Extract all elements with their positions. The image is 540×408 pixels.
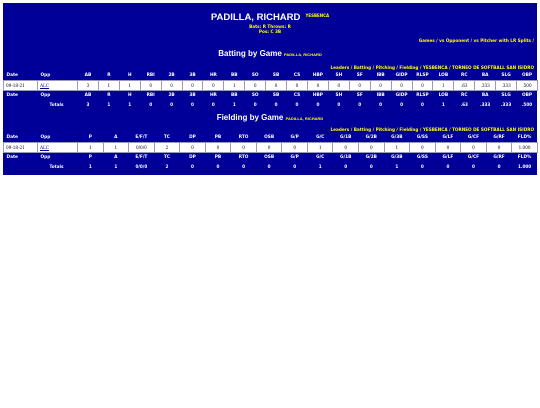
totals-cell: 0/0/0 xyxy=(129,162,155,171)
table-cell: 0 xyxy=(349,81,370,91)
column-header-rbi[interactable]: RBI xyxy=(146,73,155,78)
table-cell: 2 xyxy=(154,143,180,153)
table-cell: .500 xyxy=(517,81,538,91)
column-header-3b[interactable]: 3B xyxy=(189,93,196,98)
batting-title: Batting by Game xyxy=(218,49,282,58)
batting-subtitle: PADILLA, RICHARD xyxy=(284,52,322,57)
column-header-slg[interactable]: SLG xyxy=(501,73,511,78)
column-header-cs[interactable]: CS xyxy=(293,93,301,98)
totals-cell: 1 xyxy=(119,100,140,109)
totals-cell: 0 xyxy=(328,100,349,109)
table-cell: 0/0/0 xyxy=(129,143,155,153)
column-header-slg[interactable]: SLG xyxy=(501,93,511,98)
batting-section-title xyxy=(3,48,537,60)
column-header-obp[interactable]: OBP xyxy=(521,73,533,78)
column-header-ba[interactable]: BA xyxy=(481,73,489,78)
table-cell: .333 xyxy=(496,81,517,91)
column-header-e-f-t[interactable]: E/F/T xyxy=(135,135,148,140)
totals-cell: 1 xyxy=(384,162,410,171)
fielding-section-title xyxy=(3,112,537,124)
column-header-ibb[interactable]: IBB xyxy=(376,93,385,98)
batting-header-row xyxy=(4,71,538,81)
column-header-rbi[interactable]: RBI xyxy=(146,93,155,98)
column-header-date[interactable]: Date xyxy=(6,73,18,78)
column-header-g-2b[interactable]: G/2B xyxy=(365,135,377,140)
column-header-g-3b[interactable]: G/3B xyxy=(391,155,403,160)
column-header-dp[interactable]: DP xyxy=(189,155,196,160)
column-header-pb[interactable]: PB xyxy=(214,135,222,140)
column-header-g-c[interactable]: G/C xyxy=(316,135,325,140)
column-header-2b[interactable]: 2B xyxy=(168,93,175,98)
totals-cell: 0 xyxy=(256,162,282,171)
table-cell: 0 xyxy=(205,143,231,153)
column-header-hbp[interactable]: HBP xyxy=(312,73,323,78)
fielding-title: Fielding by Game xyxy=(216,113,284,122)
column-header-g-p[interactable]: G/P xyxy=(290,135,299,140)
table-cell: 0 xyxy=(180,143,206,153)
column-header-dp[interactable]: DP xyxy=(189,135,196,140)
column-header-obp[interactable]: OBP xyxy=(521,93,533,98)
table-cell: 1 xyxy=(307,143,333,153)
column-header-hbp[interactable]: HBP xyxy=(312,93,323,98)
column-header-bb[interactable]: BB xyxy=(231,73,238,78)
table-cell: 0 xyxy=(461,143,487,153)
player-team: YESBENCA xyxy=(305,13,330,18)
totals-cell: 0 xyxy=(410,162,436,171)
totals-cell: 2 xyxy=(154,162,180,171)
column-header-g-lf[interactable]: G/LF xyxy=(442,135,454,140)
column-header-hr[interactable]: HR xyxy=(209,73,217,78)
totals-cell: 0 xyxy=(461,162,487,171)
totals-cell: 0 xyxy=(161,100,182,109)
column-header-rc[interactable]: RC xyxy=(461,73,468,78)
table-cell: 3 xyxy=(78,81,99,91)
totals-cell: 0 xyxy=(140,100,161,109)
table-cell: 0 xyxy=(256,143,282,153)
column-header-so[interactable]: SO xyxy=(251,93,259,98)
table-cell: 0 xyxy=(287,81,308,91)
column-header-r[interactable]: R xyxy=(107,73,111,78)
totals-cell: 0 xyxy=(370,100,391,109)
column-header-ibb[interactable]: IBB xyxy=(376,73,385,78)
table-row xyxy=(4,143,538,153)
table-cell: 1 xyxy=(224,81,245,91)
table-cell: 0 xyxy=(333,143,359,153)
totals-cell: 0 xyxy=(266,100,287,109)
column-header-lob[interactable]: LOB xyxy=(438,73,449,78)
totals-cell: .63 xyxy=(454,100,475,109)
column-header-a[interactable]: A xyxy=(114,155,118,160)
column-header-gidp[interactable]: GIDP xyxy=(395,73,408,78)
table-cell: 1 xyxy=(98,81,119,91)
table-cell: 1 xyxy=(78,143,104,153)
column-header-ba[interactable]: BA xyxy=(481,93,489,98)
totals-cell: 1 xyxy=(433,100,454,109)
column-header-sb[interactable]: SB xyxy=(272,73,280,78)
totals-label: Totals xyxy=(38,162,78,171)
fielding-header-row xyxy=(4,133,538,143)
fielding-table xyxy=(3,133,538,171)
column-header-gidp[interactable]: GIDP xyxy=(395,93,408,98)
table-cell-opp xyxy=(38,81,78,91)
totals-cell: .333 xyxy=(475,100,496,109)
column-header-sh[interactable]: SH xyxy=(335,73,343,78)
table-cell: 09-18-21 xyxy=(4,81,38,91)
table-cell: 0 xyxy=(307,81,328,91)
table-cell: .63 xyxy=(454,81,475,91)
table-cell: 0 xyxy=(412,81,433,91)
opponent-link[interactable]: ALC xyxy=(40,145,50,150)
table-cell-opp xyxy=(38,143,78,153)
column-header-g-cf[interactable]: G/CF xyxy=(467,135,480,140)
totals-cell: 0 xyxy=(205,162,231,171)
totals-row xyxy=(4,100,538,109)
table-cell: 0 xyxy=(328,81,349,91)
top-links[interactable]: Games / vs Opponent / vs Pitcher with LR Splits / xyxy=(418,38,534,43)
column-header-rto[interactable]: RTO xyxy=(238,155,249,160)
column-header-g-rf[interactable]: G/RF xyxy=(493,135,505,140)
column-header-date[interactable]: Date xyxy=(6,155,18,160)
column-header-h[interactable]: H xyxy=(127,73,132,78)
batting-table xyxy=(3,71,538,109)
column-header-opp[interactable]: Opp xyxy=(40,93,51,98)
column-header-p[interactable]: P xyxy=(88,155,92,160)
totals-cell: 1 xyxy=(78,162,104,171)
column-header-g-ss[interactable]: G/SS xyxy=(416,135,428,140)
totals-label: Totals xyxy=(38,100,78,109)
fielding-header-row xyxy=(4,153,538,163)
table-cell: 0 xyxy=(391,81,412,91)
column-header-tc[interactable]: TC xyxy=(163,135,170,140)
column-header-g-p[interactable]: G/P xyxy=(290,155,299,160)
column-header-opp[interactable]: Opp xyxy=(40,135,51,140)
totals-cell: 3 xyxy=(78,100,99,109)
totals-cell: .333 xyxy=(496,100,517,109)
column-header-opp[interactable]: Opp xyxy=(40,73,51,78)
fielding-subtitle: PADILLA, RICHARD xyxy=(285,116,324,121)
column-header-sb[interactable]: SB xyxy=(272,93,280,98)
totals-cell: 1 xyxy=(307,162,333,171)
column-header-3b[interactable]: 3B xyxy=(189,73,196,78)
stats-page xyxy=(3,3,537,175)
column-header-opp[interactable]: Opp xyxy=(40,155,51,160)
table-cell: 1 xyxy=(103,143,129,153)
table-cell: 0 xyxy=(161,81,182,91)
column-header-h[interactable]: H xyxy=(127,93,132,98)
column-header-g-c[interactable]: G/C xyxy=(316,155,325,160)
table-cell: 0 xyxy=(140,81,161,91)
totals-cell: 0 xyxy=(349,100,370,109)
totals-cell: 0 xyxy=(231,162,257,171)
player-header xyxy=(3,3,537,34)
column-header-g-ss[interactable]: G/SS xyxy=(416,155,428,160)
column-header-r[interactable]: R xyxy=(107,93,111,98)
column-header-pb[interactable]: PB xyxy=(214,155,222,160)
column-header-tc[interactable]: TC xyxy=(163,155,170,160)
table-row xyxy=(4,81,538,91)
table-cell: 0 xyxy=(231,143,257,153)
totals-cell: 0 xyxy=(180,162,206,171)
column-header-e-f-t[interactable]: E/F/T xyxy=(135,155,148,160)
table-cell: 0 xyxy=(359,143,385,153)
table-cell: 0 xyxy=(410,143,436,153)
column-header-ab[interactable]: AB xyxy=(84,93,92,98)
fielding-nav-links[interactable]: Leaders / Batting / Pitching / Fielding / YESBENCA / TORNEO DE SOFTBALL SAN ISIDRO xyxy=(330,127,534,132)
table-cell: 0 xyxy=(266,81,287,91)
totals-cell: 0 xyxy=(307,100,328,109)
totals-row xyxy=(4,162,538,171)
totals-cell: 0 xyxy=(245,100,266,109)
table-cell: 1 xyxy=(384,143,410,153)
totals-cell: 0 xyxy=(391,100,412,109)
column-header-osb[interactable]: OSB xyxy=(264,155,275,160)
column-header-lob[interactable]: LOB xyxy=(438,93,449,98)
player-name: PADILLA, RICHARD xyxy=(210,12,301,23)
totals-cell: 0 xyxy=(333,162,359,171)
batting-nav-links[interactable]: Leaders / Batting / Pitching / Fielding / YESBENCA / TORNEO DE SOFTBALL SAN ISIDRO xyxy=(330,65,534,70)
column-header-2b[interactable]: 2B xyxy=(168,73,175,78)
column-header-sh[interactable]: SH xyxy=(335,93,343,98)
table-cell: 0 xyxy=(435,143,461,153)
column-header-a[interactable]: A xyxy=(114,135,118,140)
column-header-rc[interactable]: RC xyxy=(461,93,468,98)
table-cell: 1 xyxy=(433,81,454,91)
column-header-g-rf[interactable]: G/RF xyxy=(493,155,505,160)
column-header-so[interactable]: SO xyxy=(251,73,259,78)
column-header-date[interactable]: Date xyxy=(6,93,18,98)
opponent-link[interactable]: ALC xyxy=(40,83,50,88)
totals-cell: 1 xyxy=(103,162,129,171)
totals-cell: 1.000 xyxy=(512,162,538,171)
totals-cell: 0 xyxy=(359,162,385,171)
column-header-g-lf[interactable]: G/LF xyxy=(442,155,454,160)
totals-cell: 0 xyxy=(182,100,203,109)
player-bats-throws: Bats: R Throws: R xyxy=(249,24,291,29)
column-header-bb[interactable]: BB xyxy=(231,93,238,98)
table-cell: .333 xyxy=(475,81,496,91)
column-header-p[interactable]: P xyxy=(88,135,92,140)
column-header-rto[interactable]: RTO xyxy=(238,135,249,140)
column-header-g-2b[interactable]: G/2B xyxy=(365,155,377,160)
column-header-ab[interactable]: AB xyxy=(84,73,92,78)
table-cell: 0 xyxy=(182,81,203,91)
column-header-rlsp[interactable]: RLSP xyxy=(416,93,429,98)
table-cell: 1.000 xyxy=(512,143,538,153)
column-header-g-1b[interactable]: G/1B xyxy=(340,135,352,140)
totals-cell: .500 xyxy=(517,100,538,109)
column-header-cs[interactable]: CS xyxy=(293,73,301,78)
table-cell: 0 xyxy=(486,143,512,153)
column-header-osb[interactable]: OSB xyxy=(264,135,275,140)
column-header-sf[interactable]: SF xyxy=(356,73,363,78)
totals-cell: 0 xyxy=(435,162,461,171)
totals-cell xyxy=(4,162,38,171)
player-position: Pos: C 3B xyxy=(258,29,282,34)
totals-cell: 0 xyxy=(486,162,512,171)
totals-cell: 0 xyxy=(203,100,224,109)
column-header-hr[interactable]: HR xyxy=(209,93,217,98)
column-header-sf[interactable]: SF xyxy=(356,93,363,98)
column-header-g-cf[interactable]: G/CF xyxy=(467,155,480,160)
table-cell: 0 xyxy=(370,81,391,91)
table-cell: 1 xyxy=(119,81,140,91)
totals-cell: 1 xyxy=(224,100,245,109)
column-header-rlsp[interactable]: RLSP xyxy=(416,73,429,78)
table-cell: 0 xyxy=(282,143,308,153)
totals-cell: 0 xyxy=(287,100,308,109)
column-header-date[interactable]: Date xyxy=(6,135,18,140)
table-cell: 0 xyxy=(245,81,266,91)
totals-cell xyxy=(4,100,38,109)
column-header-fld-[interactable]: FLD% xyxy=(517,155,532,160)
totals-cell: 0 xyxy=(282,162,308,171)
totals-cell: 0 xyxy=(412,100,433,109)
table-cell: 0 xyxy=(203,81,224,91)
totals-cell: 1 xyxy=(98,100,119,109)
column-header-g-1b[interactable]: G/1B xyxy=(340,155,352,160)
table-cell: 09-18-21 xyxy=(4,143,38,153)
column-header-g-3b[interactable]: G/3B xyxy=(391,135,403,140)
column-header-fld-[interactable]: FLD% xyxy=(517,135,532,140)
batting-header-row xyxy=(4,91,538,101)
